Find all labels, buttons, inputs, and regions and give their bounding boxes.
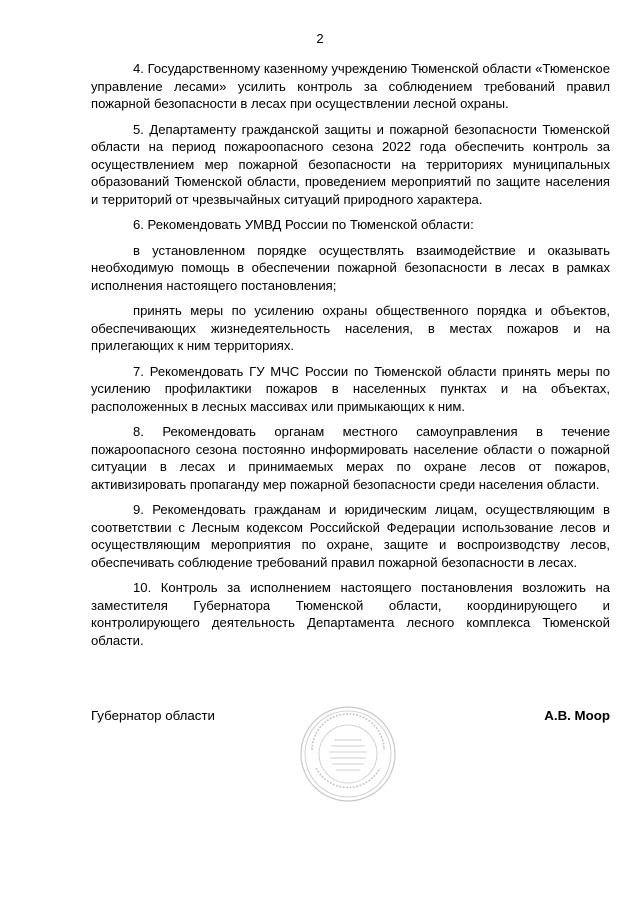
paragraph-item-9: 9. Рекомендовать гражданам и юридическим лицам, осуществляющим в соответствии с Лесным кодексом Российской Федерации использование лесов и осуществляющим мероприятия по охране, защите и воспроизводству лесов, обеспечивать соблюдение требований правил пожарной безопасности в лесах. [91,502,610,570]
paragraph-item-7: 7. Рекомендовать ГУ МЧС России по Тюменской области принять меры по усилению профилактики пожаров в населенных пунктах и на объектах, расположенных в лесных массивах или примыкающих к ним. [91,363,610,414]
paragraph-item-8: 8. Рекомендовать органам местного самоуправления в течение пожароопасного сезона постоянно информировать население области о пожарной ситуации в лесах и принимаемых мерах по охране лесов от пожаров, активизировать пропаганду мер пожарной безопасности среди населения области. [91,424,610,492]
paragraph-item-6-sub-1: в установленном порядке осуществлять взаимодействие и оказывать необходимую помощь в обеспечении пожарной безопасности в лесах в рамках исполнения настоящего постановления; [91,242,610,293]
paragraph-item-5: 5. Департаменту гражданской защиты и пожарной безопасности Тюменской области на период пожароопасного сезона 2022 года обеспечить контроль за осуществлением мер пожарной безопасности на территориях муниципальных образований Тюменской области, проведением мероприятий по защите населения и территорий от чрезвычайных ситуаций природного характера. [91,121,610,207]
paragraph-item-6: 6. Рекомендовать УМВД России по Тюменской области: [133,217,474,232]
paragraph-item-10: 10. Контроль за исполнением настоящего постановления возложить на заместителя Губернатора Тюменской области, координирующего и контролирующего деятельность Департамента лесного комплекса Тюменской области. [91,580,610,648]
seal-stamp-icon [298,704,398,804]
signer-title: Губернатор области [91,708,215,723]
document-body [91,60,610,657]
page-number: 2 [316,31,324,46]
paragraph-item-6-sub-2: принять меры по усилению охраны общественного порядка и объектов, обеспечивающих жизнедеятельность населения, в местах пожаров и на прилегающих к ним территориях. [91,303,610,353]
signer-name: А.В. Моор [544,708,610,723]
paragraph-item-4: 4. Государственному казенному учреждению Тюменской области «Тюменское управление лесами» усилить контроль за соблюдением требований правил пожарной безопасности в лесах при осуществлении лесной охраны. [91,61,610,111]
